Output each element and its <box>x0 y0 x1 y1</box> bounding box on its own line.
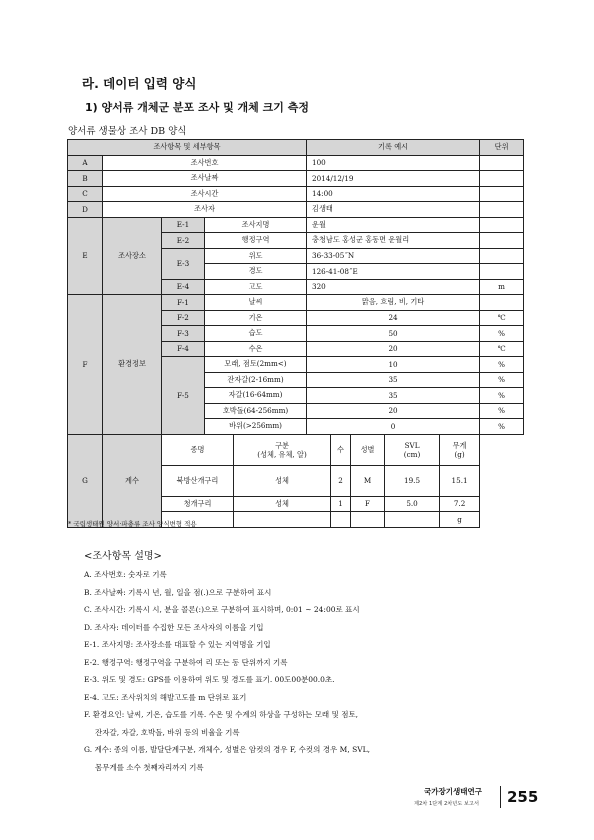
description-title: <조사항목 설명> <box>84 551 162 562</box>
sub-example: 320 <box>307 279 480 295</box>
count-header-species: 종명 <box>162 434 234 465</box>
species-sex: F <box>351 496 385 512</box>
sub-code: E-1 <box>162 217 205 233</box>
subsection-title: 1) 양서류 개체군 분포 조사 및 개체 크기 측정 <box>85 101 309 114</box>
species-weight: 7.2 <box>440 496 480 512</box>
substrate-label: 바위(>256mm) <box>205 419 307 435</box>
species-count: 1 <box>331 496 351 512</box>
header-unit: 단위 <box>480 140 524 156</box>
footnote: * 국립생태원 양서·파충류 조사 양식변형 적용 <box>68 520 197 528</box>
row-label: 조사자 <box>103 202 307 218</box>
species-class: 성체 <box>234 496 331 512</box>
sub-label: 행정구역 <box>205 233 307 249</box>
sub-label: 날씨 <box>205 295 307 311</box>
row-unit <box>480 155 524 171</box>
sub-code: F-4 <box>162 341 205 357</box>
species-name: 청개구리 <box>162 496 234 512</box>
substrate-unit: % <box>480 419 524 435</box>
sub-unit <box>480 264 524 280</box>
sub-unit <box>480 217 524 233</box>
substrate-value: 35 <box>307 372 480 388</box>
row-label: 조사번호 <box>103 155 307 171</box>
section-title: 라. 데이터 입력 양식 <box>82 76 197 91</box>
sub-code: F-2 <box>162 310 205 326</box>
sub-unit: ℃ <box>480 310 524 326</box>
row-code: A <box>68 155 103 171</box>
substrate-value: 20 <box>307 403 480 419</box>
substrate-unit: % <box>480 372 524 388</box>
description-item: E-1. 조사지명: 조사장소를 대표할 수 있는 지역명을 기입 <box>84 640 271 649</box>
footer-divider <box>500 786 501 808</box>
species-class: 성체 <box>234 465 331 496</box>
page-number: 255 <box>507 788 539 806</box>
description-item: E-4. 고도: 조사위치의 해발고도를 m 단위로 표기 <box>84 692 247 702</box>
description-item: G. 계수: 종의 이름, 발달단계구분, 개체수, 성별은 암컷의 경우 F, 수컷의 경우 M, SVL, <box>84 745 371 754</box>
row-code: C <box>68 186 103 202</box>
sub-example: 50 <box>307 326 480 342</box>
description-list <box>84 566 514 776</box>
sub-unit: ℃ <box>480 341 524 357</box>
description-item: A. 조사번호: 숫자로 기록 <box>84 570 167 579</box>
description-item: C. 조사시간: 기록시 시, 분을 콜론(:)으로 구분하여 표시하며, 0:01 ~ 24:00로 표시 <box>84 605 360 614</box>
footer-report: 제2차 1단계 2차년도 보고서 <box>414 801 479 807</box>
sub-label: 경도 <box>205 264 307 280</box>
row-code: B <box>68 171 103 187</box>
row-unit <box>480 202 524 218</box>
substrate-label: 모래, 점토(2mm<) <box>205 357 307 373</box>
table-header-row <box>68 140 524 156</box>
species-svl: 19.5 <box>385 465 440 496</box>
table-row <box>68 434 524 465</box>
description-item: D. 조사자: 데이터를 수집한 모든 조사자의 이름을 기입 <box>84 622 264 632</box>
row-example: 김생태 <box>307 202 480 218</box>
empty-cell <box>385 512 440 528</box>
group-label: 계수 <box>103 434 162 527</box>
header-example: 기록 예시 <box>307 140 480 156</box>
sub-example: 20 <box>307 341 480 357</box>
group-code: G <box>68 434 103 527</box>
substrate-label: 자갈(16-64mm) <box>205 388 307 404</box>
group-code: F <box>68 295 103 435</box>
substrate-unit: % <box>480 388 524 404</box>
substrate-unit: % <box>480 357 524 373</box>
row-unit <box>480 186 524 202</box>
count-header-sex: 성별 <box>351 434 385 465</box>
table-row <box>68 171 524 187</box>
description-item: F. 환경요인: 날씨, 기온, 습도를 기록. 수온 및 수계의 하상을 구성하는 모래 및 점토, <box>84 710 359 719</box>
substrate-unit: % <box>480 403 524 419</box>
row-unit <box>480 171 524 187</box>
row-label: 조사날짜 <box>103 171 307 187</box>
sub-unit <box>480 295 524 311</box>
sub-code: F-1 <box>162 295 205 311</box>
sub-label: 위도 <box>205 248 307 264</box>
substrate-value: 10 <box>307 357 480 373</box>
description-item: 잔자갈, 자갈, 호박돌, 바위 등의 비율을 기록 <box>95 727 240 737</box>
footer-org: 국가장기생태연구 <box>424 787 482 796</box>
row-example: 2014/12/19 <box>307 171 480 187</box>
count-header-class: 구분 (성체, 유체, 알) <box>234 434 331 465</box>
sub-label: 습도 <box>205 326 307 342</box>
table-row <box>68 217 524 233</box>
count-header-svl: SVL (cm) <box>385 434 440 465</box>
group-label: 조사장소 <box>103 217 162 295</box>
group-label: 환경정보 <box>103 295 162 435</box>
table-caption: 양서류 생물상 조사 DB 양식 <box>68 126 187 137</box>
sub-unit <box>480 233 524 249</box>
species-svl: 5.0 <box>385 496 440 512</box>
substrate-label: 잔자갈(2-16mm) <box>205 372 307 388</box>
sub-code: E-3 <box>162 248 205 279</box>
sub-example: 충청남도 홍성군 홍동면 운월리 <box>307 233 480 249</box>
count-header-count: 수 <box>331 434 351 465</box>
table-row <box>68 186 524 202</box>
sub-example: 36-33-05˝N <box>307 248 480 264</box>
description-item: B. 조사날짜: 기록시 년, 월, 일을 점(.)으로 구분하여 표시 <box>84 587 272 597</box>
sub-label: 조사지명 <box>205 217 307 233</box>
substrate-value: 35 <box>307 388 480 404</box>
table-row <box>68 295 524 311</box>
sub-code: E-2 <box>162 233 205 249</box>
row-example: 14:00 <box>307 186 480 202</box>
sub-example: 126-41-08˝E <box>307 264 480 280</box>
species-weight: 15.1 <box>440 465 480 496</box>
sub-label: 기온 <box>205 310 307 326</box>
sub-code: E-4 <box>162 279 205 295</box>
sub-unit <box>480 248 524 264</box>
substrate-label: 호박돌(64-256mm) <box>205 403 307 419</box>
substrate-value: 0 <box>307 419 480 435</box>
sub-unit: % <box>480 326 524 342</box>
sub-example: 운월 <box>307 217 480 233</box>
table-row <box>68 202 524 218</box>
row-label: 조사시간 <box>103 186 307 202</box>
description-item: 몸무게를 소수 첫째자리까지 기록 <box>95 762 204 772</box>
count-header-weight: 무게 (g) <box>440 434 480 465</box>
sub-label: 수온 <box>205 341 307 357</box>
species-count: 2 <box>331 465 351 496</box>
sub-example: 맑음, 흐림, 비, 기타 <box>307 295 480 311</box>
row-code: D <box>68 202 103 218</box>
sub-example: 24 <box>307 310 480 326</box>
empty-cell <box>331 512 351 528</box>
sub-label: 고도 <box>205 279 307 295</box>
sub-code: F-5 <box>162 357 205 435</box>
species-sex: M <box>351 465 385 496</box>
group-code: E <box>68 217 103 295</box>
empty-cell <box>351 512 385 528</box>
empty-cell <box>234 512 331 528</box>
species-name: 북방산개구리 <box>162 465 234 496</box>
sub-unit: m <box>480 279 524 295</box>
description-item: E-2. 행정구역: 행정구역을 구분하여 리 또는 동 단위까지 기록 <box>84 657 288 667</box>
row-example: 100 <box>307 155 480 171</box>
survey-db-table <box>67 139 524 528</box>
table-row <box>68 155 524 171</box>
description-item: E-3. 위도 및 경도: GPS를 이용하여 위도 및 경도를 표기. 00도00분00.0초. <box>84 675 335 684</box>
header-item: 조사항목 및 세부항목 <box>68 140 307 156</box>
sub-code: F-3 <box>162 326 205 342</box>
weight-unit: g <box>440 512 480 528</box>
